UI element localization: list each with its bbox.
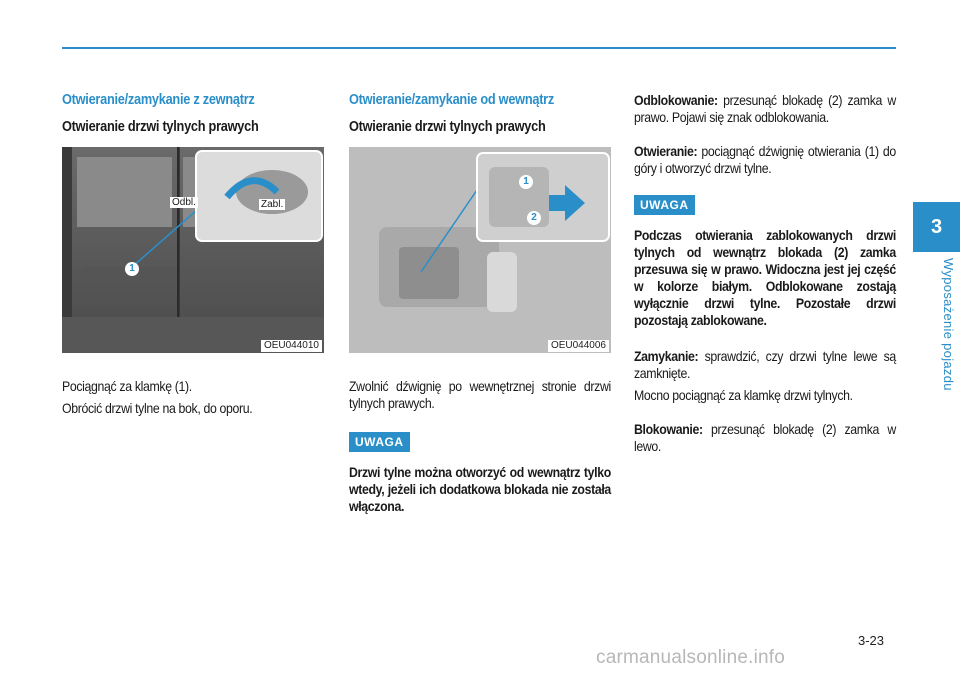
lock-label: Blokowanie:: [634, 421, 703, 437]
chapter-tab: 3: [913, 202, 960, 252]
warning-text: Podczas otwierania zablokowanych drzwi tylnych od wewnątrz blokada (2) zamka przesuwa się w prawo. Widoczna jest jej część w kolorze białym. Odblokowane zostają wyłącznie drzwi tylne. Pozostałe drzwi pozostają zablokowane.: [634, 227, 896, 328]
unlock-label: Odbl.: [172, 197, 196, 208]
chapter-title: Wyposażenie pojazdu: [941, 258, 956, 391]
body-text: Pociągnąć za klamkę (1).: [62, 378, 192, 394]
close-text: sprawdzić, czy drzwi tylne lewe są zamknięte.: [634, 348, 896, 381]
middle-column: [349, 92, 611, 515]
van-rear-illustration: [62, 147, 324, 353]
inside-lever-illustration: [349, 147, 611, 353]
callout-2: 2: [527, 211, 541, 225]
warning-badge: UWAGA: [634, 195, 695, 215]
warning-text: Drzwi tylne można otworzyć od wewnątrz tylko wtedy, jeżeli ich dodatkowa blokada nie została włączona.: [349, 464, 611, 514]
watermark: carmanualsonline.info: [596, 647, 786, 668]
close-label: Zamykanie:: [634, 348, 699, 364]
figure-code: OEU044006: [548, 340, 609, 352]
lock-paragraph: [634, 421, 896, 455]
figure-outside-handle: [62, 147, 324, 353]
body-text: Zwolnić dźwignię po wewnętrznej stronie drzwi tylnych prawych.: [349, 378, 611, 411]
body-text: Mocno pociągnąć za klamkę drzwi tylnych.: [634, 387, 853, 403]
open-text: pociągnąć dźwignię otwierania (1) do góry i otworzyć drzwi tylne.: [634, 143, 896, 176]
open-paragraph: [634, 143, 896, 177]
section-title: Otwieranie/zamykanie od wewnątrz: [349, 92, 554, 108]
unlock-text: przesunąć blokadę (2) zamka w prawo. Pojawi się znak odblokowania.: [634, 92, 896, 125]
figure-code: OEU044010: [261, 340, 322, 352]
warning-badge: UWAGA: [349, 432, 410, 452]
body-text: Obrócić drzwi tylne na bok, do oporu.: [62, 400, 253, 416]
lock-text: przesunąć blokadę (2) zamka w lewo.: [634, 421, 896, 454]
subsection-title: Otwieranie drzwi tylnych prawych: [349, 119, 546, 135]
callout-1: 1: [125, 262, 139, 276]
lock-label: Zabl.: [261, 199, 284, 210]
subsection-title: Otwieranie drzwi tylnych prawych: [62, 119, 259, 135]
callout-1: 1: [519, 175, 533, 189]
header-rule: [62, 47, 896, 49]
unlock-paragraph: [634, 92, 896, 126]
figure-inside-lever: [349, 147, 611, 353]
open-label: Otwieranie:: [634, 143, 698, 159]
left-column: [62, 92, 324, 417]
page-number: 3-23: [858, 633, 885, 648]
unlock-label: Odblokowanie:: [634, 92, 718, 108]
section-title: Otwieranie/zamykanie z zewnątrz: [62, 92, 255, 108]
right-column: [634, 92, 896, 455]
close-paragraph: [634, 348, 896, 382]
